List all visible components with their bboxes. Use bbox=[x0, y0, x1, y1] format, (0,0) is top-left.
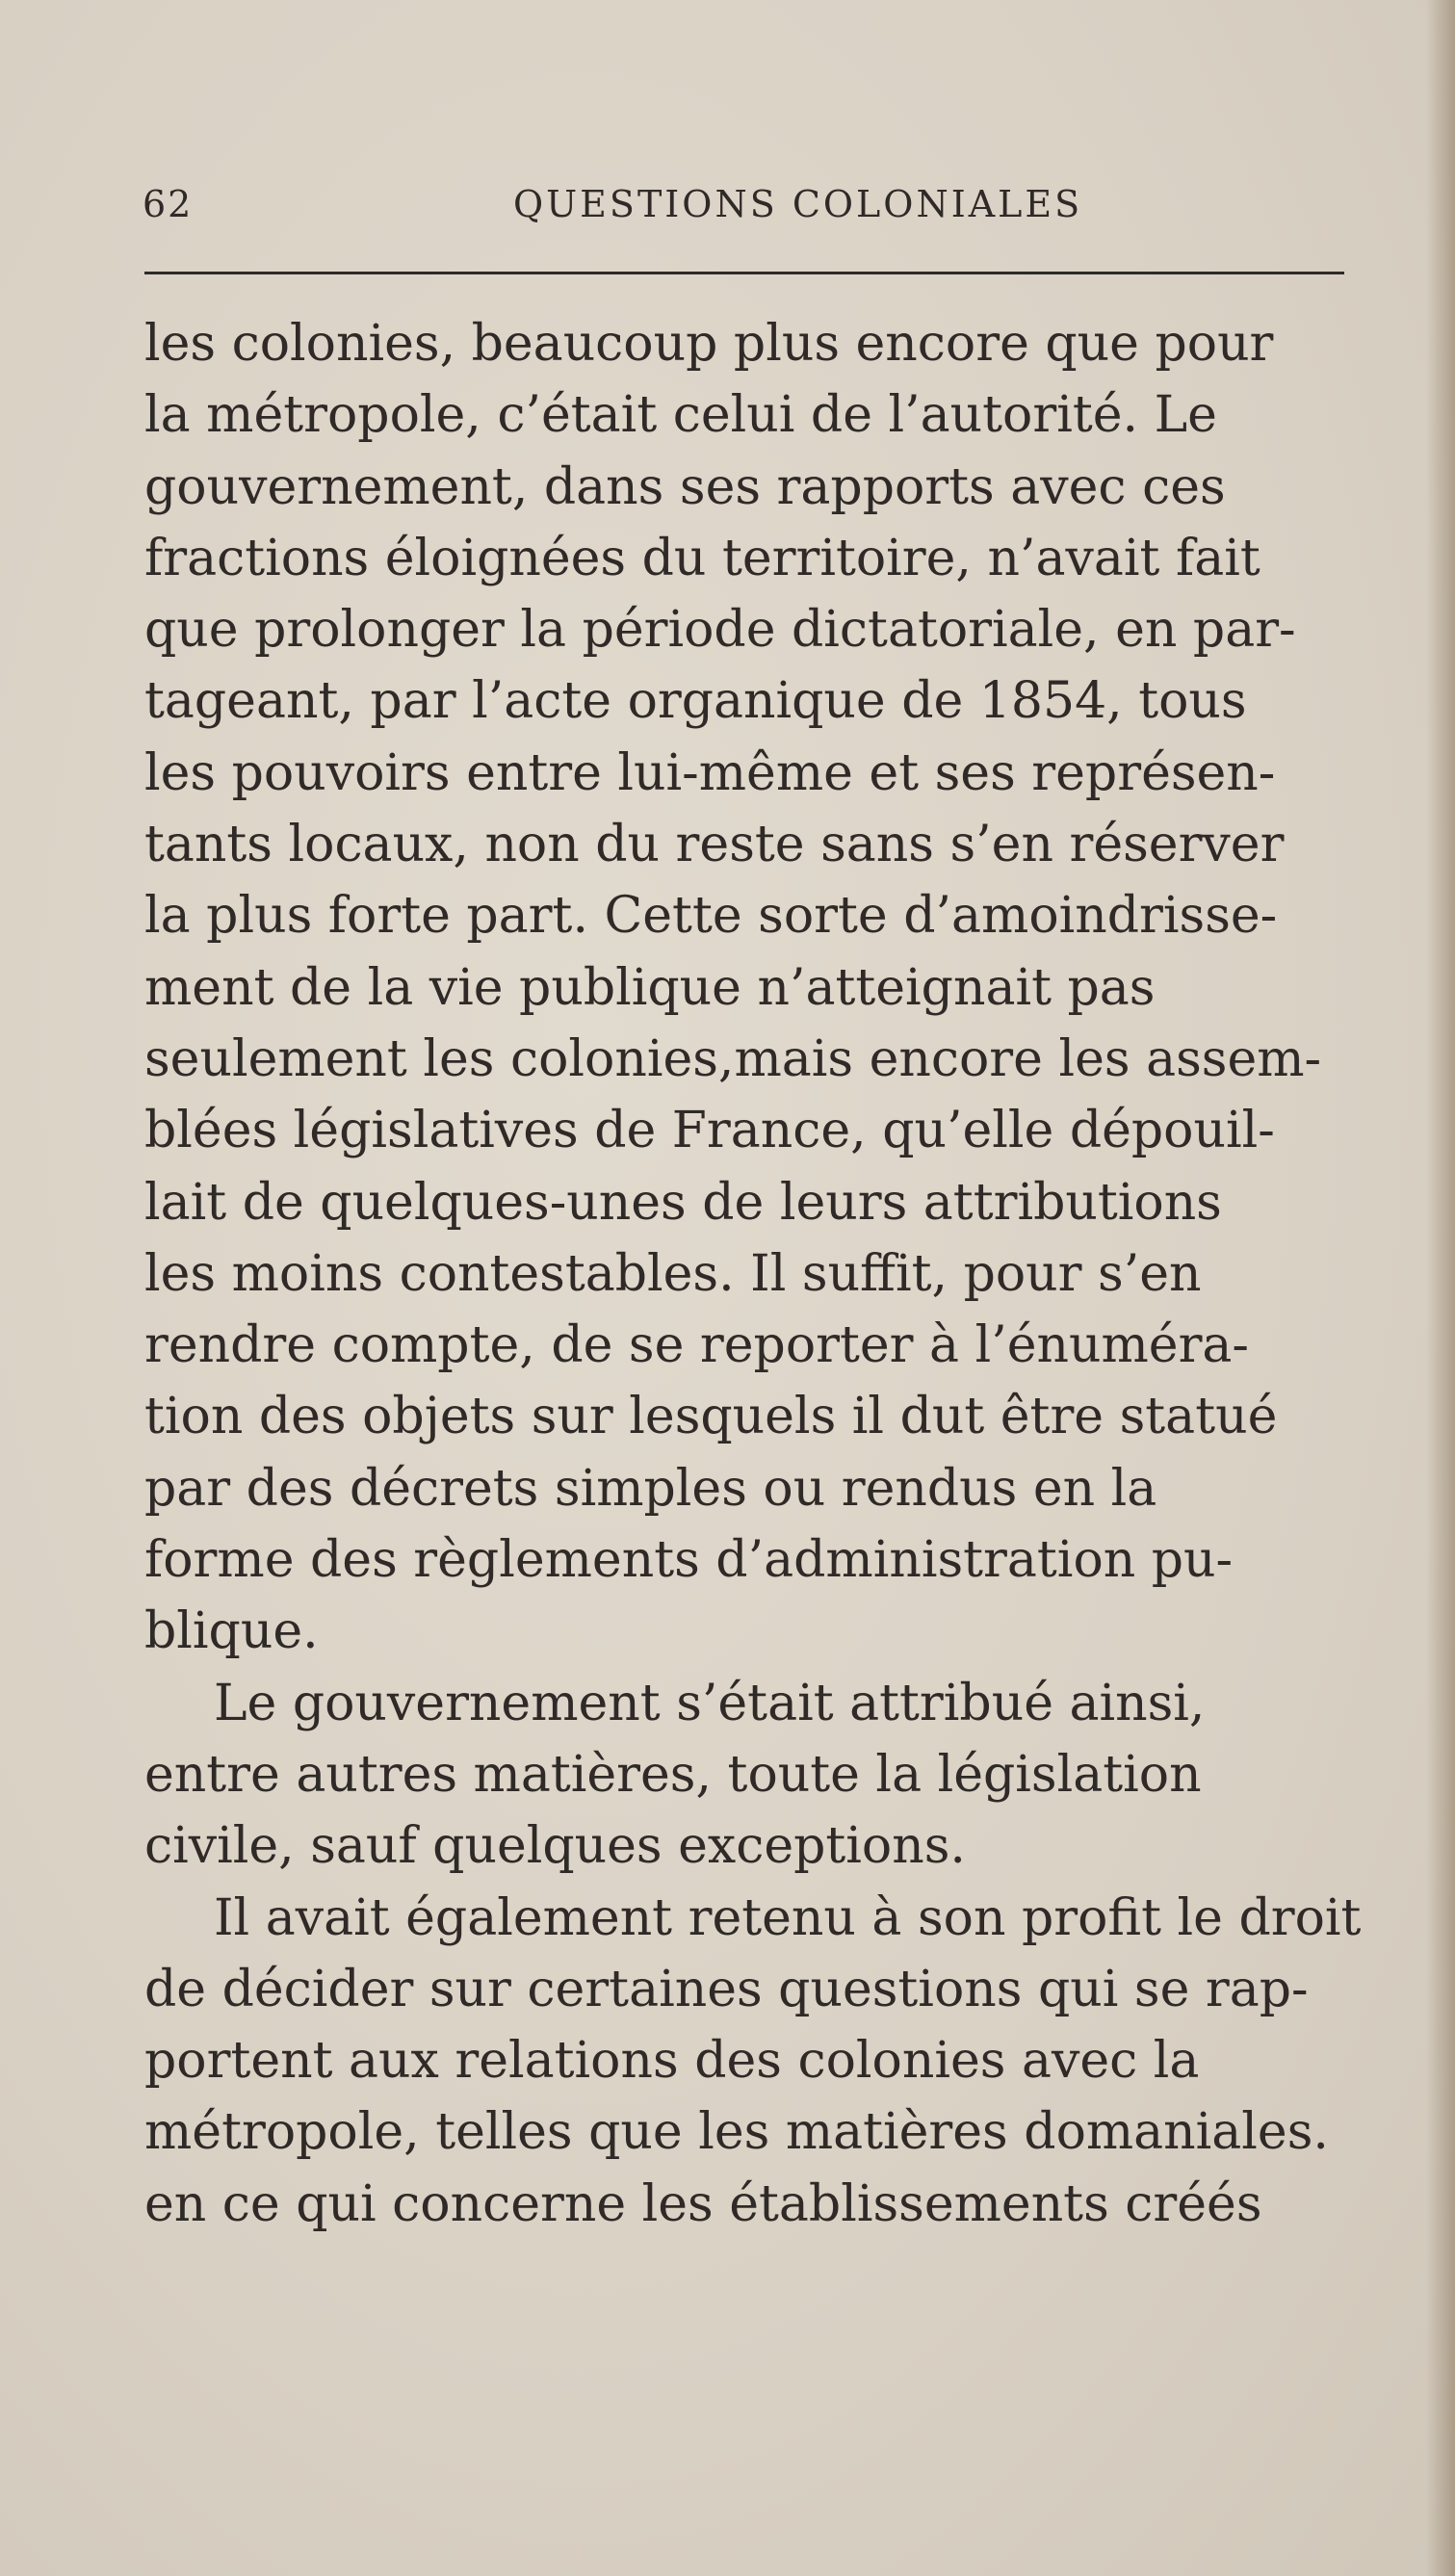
text-line: les moins contestables. Il suffit, pour s’en bbox=[144, 1244, 1202, 1303]
running-title: QUESTIONS COLONIALES bbox=[513, 183, 1083, 225]
text-line: blées législatives de France, qu’elle dépouil- bbox=[144, 1102, 1275, 1160]
page-number: 62 bbox=[143, 183, 194, 225]
text-line: tageant, par l’acte organique de 1854, tous bbox=[144, 672, 1247, 731]
page-header bbox=[143, 183, 1344, 241]
text-line: la métropole, c’était celui de l’autorité. Le bbox=[144, 386, 1217, 445]
text-line: forme des règlements d’administration pu- bbox=[144, 1531, 1234, 1590]
text-line: gouvernement, dans ses rapports avec ces bbox=[144, 457, 1226, 516]
header-rule bbox=[144, 272, 1344, 274]
text-line: métropole, telles que les matières domaniales. bbox=[144, 2103, 1329, 2162]
paragraph-start-line: Le gouvernement s’était attribué ainsi, bbox=[214, 1674, 1206, 1732]
paragraph-start-line: Il avait également retenu à son profit le droit bbox=[214, 1888, 1362, 1947]
text-line: que prolonger la période dictatoriale, en par- bbox=[144, 601, 1296, 660]
text-line: blique. bbox=[144, 1602, 319, 1661]
text-line: rendre compte, de se reporter à l’énuméra- bbox=[144, 1316, 1249, 1375]
page-edge-shadow bbox=[1426, 0, 1455, 2576]
body-text bbox=[144, 308, 1377, 2240]
text-line: la plus forte part. Cette sorte d’amoindrisse- bbox=[144, 887, 1278, 946]
text-line: tants locaux, non du reste sans s’en réserver bbox=[144, 816, 1285, 874]
text-line: par des décrets simples ou rendus en la bbox=[144, 1459, 1157, 1518]
text-line: ment de la vie publique n’atteignait pas bbox=[144, 958, 1156, 1017]
text-line: civile, sauf quelques exceptions. bbox=[144, 1817, 966, 1876]
text-line: seulement les colonies,mais encore les assem- bbox=[144, 1029, 1322, 1088]
text-line: les colonies, beaucoup plus encore que pour bbox=[144, 315, 1274, 373]
text-line: fractions éloignées du territoire, n’avait fait bbox=[144, 529, 1260, 587]
text-line: en ce qui concerne les établissements créés bbox=[144, 2174, 1262, 2233]
text-line: les pouvoirs entre lui-même et ses représen- bbox=[144, 743, 1276, 802]
text-line: portent aux relations des colonies avec la bbox=[144, 2032, 1200, 2091]
text-line: de décider sur certaines questions qui se rap- bbox=[144, 1960, 1309, 2018]
text-line: entre autres matières, toute la législation bbox=[144, 1745, 1202, 1804]
text-line: lait de quelques-unes de leurs attributions bbox=[144, 1173, 1222, 1232]
text-line: tion des objets sur lesquels il dut être statué bbox=[144, 1388, 1278, 1446]
